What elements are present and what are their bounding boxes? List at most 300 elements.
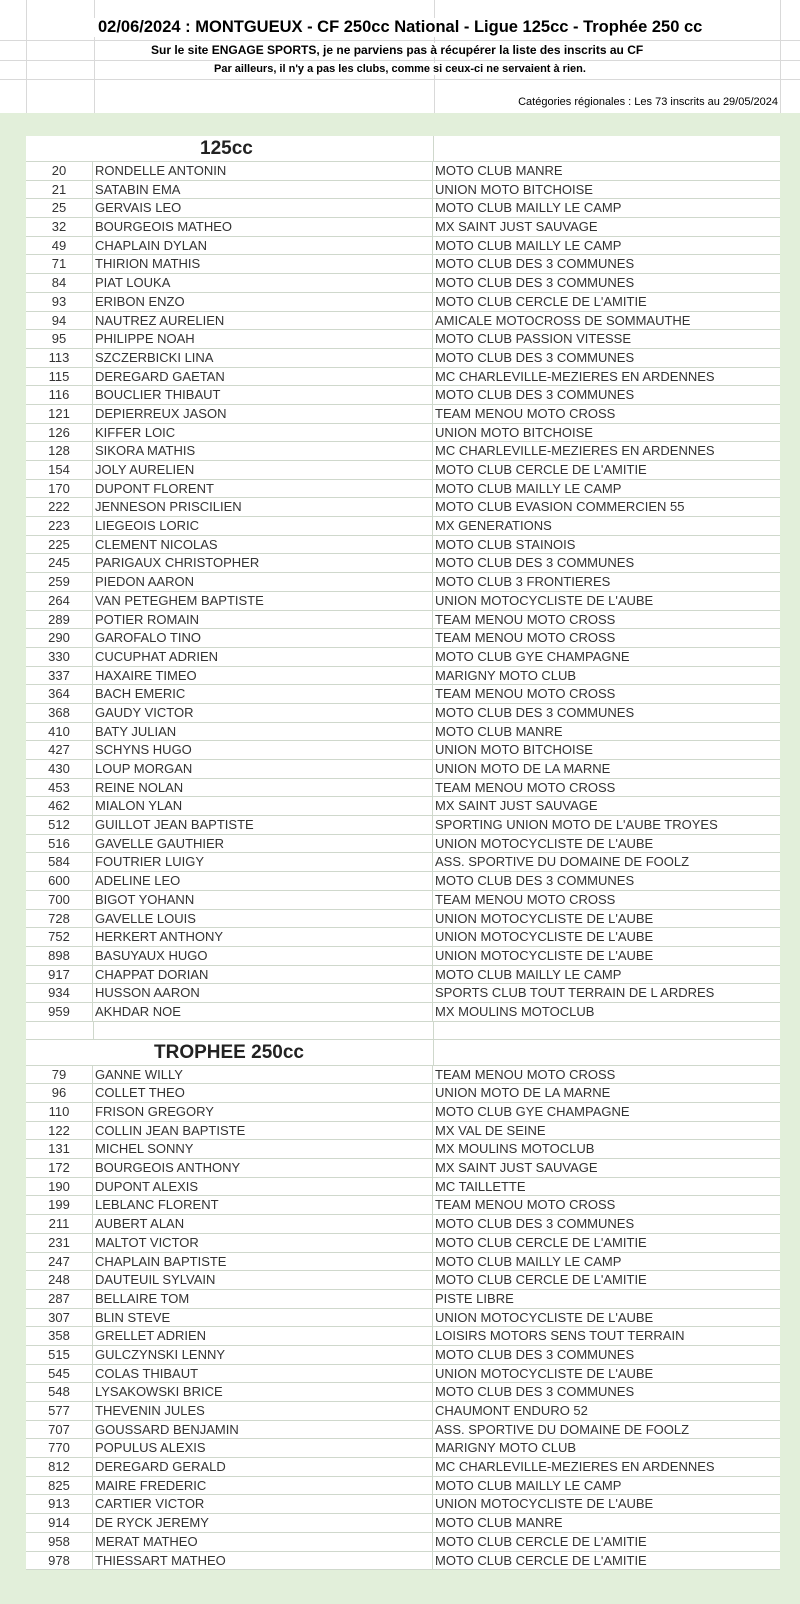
rider-name: BOURGEOIS MATHEO — [93, 218, 433, 236]
rider-number: 600 — [26, 872, 93, 890]
rider-name: LOUP MORGAN — [93, 760, 433, 778]
table-row — [26, 237, 780, 256]
table-row — [26, 1253, 780, 1272]
rider-name: GAVELLE LOUIS — [93, 910, 433, 928]
table-row — [26, 312, 780, 331]
rider-name: CLEMENT NICOLAS — [93, 536, 433, 554]
rider-club: MOTO CLUB DES 3 COMMUNES — [435, 555, 635, 571]
rider-name: BLIN STEVE — [93, 1309, 433, 1327]
rider-name: GRELLET ADRIEN — [93, 1327, 433, 1345]
rider-club: MARIGNY MOTO CLUB — [435, 1440, 577, 1456]
rider-name: POPULUS ALEXIS — [93, 1439, 433, 1457]
rider-name: GANNE WILLY — [93, 1066, 433, 1084]
rider-name: PIAT LOUKA — [93, 274, 433, 292]
rider-number: 410 — [26, 723, 93, 741]
rider-number: 21 — [26, 181, 93, 199]
rider-name: BASUYAUX HUGO — [93, 947, 433, 965]
table-row — [26, 1421, 780, 1440]
rider-club: MC TAILLETTE — [435, 1178, 526, 1194]
table-row — [26, 1327, 780, 1346]
header-note-1: Sur le site ENGAGE SPORTS, je ne parviens pas à récupérer la liste des inscrits au CF — [147, 43, 647, 57]
rider-number: 913 — [26, 1495, 93, 1513]
table-row — [26, 984, 780, 1003]
rider-number: 110 — [26, 1103, 93, 1121]
rider-number: 116 — [26, 386, 93, 404]
table-row — [26, 274, 780, 293]
table-row — [26, 1514, 780, 1533]
rider-number: 427 — [26, 741, 93, 759]
section-title: 125cc — [200, 138, 253, 159]
rider-number: 584 — [26, 853, 93, 871]
rider-name: DUPONT FLORENT — [93, 480, 433, 498]
rider-club: MOTO CLUB DES 3 COMMUNES — [435, 704, 635, 720]
rider-club: MOTO CLUB DES 3 COMMUNES — [435, 275, 635, 291]
rider-club: MOTO CLUB DES 3 COMMUNES — [435, 1216, 635, 1232]
rider-club: ASS. SPORTIVE DU DOMAINE DE FOOLZ — [435, 1421, 690, 1437]
table-row — [26, 816, 780, 835]
rider-number: 358 — [26, 1327, 93, 1345]
rider-club: UNION MOTO DE LA MARNE — [435, 1085, 611, 1101]
rider-club: MOTO CLUB MANRE — [435, 163, 563, 178]
rider-name: THEVENIN JULES — [93, 1402, 433, 1420]
rider-number: 700 — [26, 891, 93, 909]
table-row — [26, 1383, 780, 1402]
rider-club: TEAM MENOU MOTO CROSS — [435, 405, 616, 421]
rider-name: FRISON GREGORY — [93, 1103, 433, 1121]
rider-club: UNION MOTOCYCLISTE DE L'AUBE — [435, 835, 654, 851]
table-row — [26, 480, 780, 499]
rider-club: MOTO CLUB CERCLE DE L'AMITIE — [435, 462, 647, 477]
rider-club: TEAM MENOU MOTO CROSS — [435, 1066, 616, 1082]
table-row — [26, 704, 780, 723]
table-row — [26, 162, 780, 181]
rider-number: 94 — [26, 312, 93, 330]
rider-number: 307 — [26, 1309, 93, 1327]
rider-name: BOURGEOIS ANTHONY — [93, 1159, 433, 1177]
rider-number: 289 — [26, 611, 93, 629]
rider-name: MERAT MATHEO — [93, 1533, 433, 1551]
table-row — [26, 835, 780, 854]
table-row — [26, 1495, 780, 1514]
table-row — [26, 1003, 780, 1022]
rider-name: LEBLANC FLORENT — [93, 1196, 433, 1214]
rider-number: 728 — [26, 910, 93, 928]
rider-name: PHILIPPE NOAH — [93, 330, 433, 348]
rider-number: 231 — [26, 1234, 93, 1252]
rider-number: 825 — [26, 1477, 93, 1495]
table-row — [26, 1234, 780, 1253]
rider-club: MOTO CLUB DES 3 COMMUNES — [435, 1384, 635, 1400]
rider-club: MX MOULINS MOTOCLUB — [435, 1003, 595, 1019]
rider-club: MC CHARLEVILLE-MEZIERES EN ARDENNES — [435, 1459, 715, 1475]
rider-name: DE RYCK JEREMY — [93, 1514, 433, 1532]
rider-name: MICHEL SONNY — [93, 1140, 433, 1158]
rider-club: MX SAINT JUST SAUVAGE — [435, 219, 598, 235]
table-row — [26, 966, 780, 985]
rider-name: ADELINE LEO — [93, 872, 433, 890]
rider-name: CHAPPAT DORIAN — [93, 966, 433, 984]
rider-club: UNION MOTO BITCHOISE — [435, 181, 593, 197]
rider-number: 934 — [26, 984, 93, 1002]
rider-number: 93 — [26, 293, 93, 311]
rider-number: 548 — [26, 1383, 93, 1401]
rider-club: MOTO CLUB MANRE — [435, 723, 563, 739]
rider-club: UNION MOTOCYCLISTE DE L'AUBE — [435, 947, 654, 963]
rider-club: CHAUMONT ENDURO 52 — [435, 1403, 588, 1418]
rider-number: 115 — [26, 368, 93, 386]
rider-number: 128 — [26, 442, 93, 460]
entries-table — [26, 136, 780, 1570]
table-row — [26, 293, 780, 312]
rider-name: GAVELLE GAUTHIER — [93, 835, 433, 853]
rider-number: 707 — [26, 1421, 93, 1439]
table-row — [26, 1122, 780, 1141]
rider-club: MOTO CLUB STAINOIS — [435, 536, 576, 552]
table-row — [26, 554, 780, 573]
table-row — [26, 1271, 780, 1290]
rider-name: BOUCLIER THIBAUT — [93, 386, 433, 404]
rider-number: 264 — [26, 592, 93, 610]
table-row — [26, 517, 780, 536]
rider-number: 225 — [26, 536, 93, 554]
table-row — [26, 872, 780, 891]
table-row — [26, 1309, 780, 1328]
table-row — [26, 1196, 780, 1215]
table-row — [26, 573, 780, 592]
rider-number: 453 — [26, 779, 93, 797]
rider-number: 154 — [26, 461, 93, 479]
rider-name: CARTIER VICTOR — [93, 1495, 433, 1513]
rider-club: MX SAINT JUST SAUVAGE — [435, 1160, 598, 1176]
rider-number: 223 — [26, 517, 93, 535]
page-title: 02/06/2024 : MONTGUEUX - CF 250cc National - Ligue 125cc - Trophée 250 cc — [92, 18, 708, 37]
rider-club: TEAM MENOU MOTO CROSS — [435, 779, 616, 795]
table-row — [26, 1365, 780, 1384]
rider-name: SZCZERBICKI LINA — [93, 349, 433, 367]
table-row — [26, 181, 780, 200]
rider-number: 330 — [26, 648, 93, 666]
table-row — [26, 797, 780, 816]
rider-club: UNION MOTOCYCLISTE DE L'AUBE — [435, 929, 654, 945]
rider-name: CHAPLAIN DYLAN — [93, 237, 433, 255]
rider-number: 79 — [26, 1066, 93, 1084]
table-row — [26, 199, 780, 218]
rider-name: PARIGAUX CHRISTOPHER — [93, 554, 433, 572]
rider-number: 172 — [26, 1159, 93, 1177]
table-row — [26, 853, 780, 872]
rider-name: JENNESON PRISCILIEN — [93, 498, 433, 516]
rider-name: CUCUPHAT ADRIEN — [93, 648, 433, 666]
table-row — [26, 611, 780, 630]
rider-name: SCHYNS HUGO — [93, 741, 433, 759]
rider-club: MOTO CLUB DES 3 COMMUNES — [435, 387, 635, 403]
rider-name: SIKORA MATHIS — [93, 442, 433, 460]
rider-number: 25 — [26, 199, 93, 217]
rider-name: FOUTRIER LUIGY — [93, 853, 433, 871]
table-row — [26, 1159, 780, 1178]
rider-name: PIEDON AARON — [93, 573, 433, 591]
rider-club: MOTO CLUB DES 3 COMMUNES — [435, 1346, 635, 1362]
table-row — [26, 349, 780, 368]
rider-club: TEAM MENOU MOTO CROSS — [435, 611, 616, 627]
rider-number: 20 — [26, 162, 93, 180]
rider-number: 898 — [26, 947, 93, 965]
rider-club: MARIGNY MOTO CLUB — [435, 667, 577, 683]
table-row — [26, 592, 780, 611]
rider-number: 126 — [26, 424, 93, 442]
table-row — [26, 442, 780, 461]
rider-name: COLLET THEO — [93, 1084, 433, 1102]
table-row — [26, 629, 780, 648]
table-row — [26, 1178, 780, 1197]
table-row — [26, 536, 780, 555]
table-row — [26, 1066, 780, 1085]
rider-name: DEREGARD GERALD — [93, 1458, 433, 1476]
table-row — [26, 760, 780, 779]
rider-club: MOTO CLUB CERCLE DE L'AMITIE — [435, 1272, 647, 1288]
table-row — [26, 685, 780, 704]
table-row — [26, 928, 780, 947]
rider-club: MOTO CLUB MAILLY LE CAMP — [435, 237, 622, 253]
rider-name: DAUTEUIL SYLVAIN — [93, 1271, 433, 1289]
rider-club: MOTO CLUB MAILLY LE CAMP — [435, 1477, 622, 1493]
rider-number: 131 — [26, 1140, 93, 1158]
rider-club: UNION MOTOCYCLISTE DE L'AUBE — [435, 1365, 654, 1381]
rider-club: UNION MOTO BITCHOISE — [435, 742, 593, 758]
rider-name: ERIBON ENZO — [93, 293, 433, 311]
table-row — [26, 1140, 780, 1159]
table-row — [26, 1346, 780, 1365]
blank-row — [26, 1022, 780, 1040]
rider-number: 978 — [26, 1552, 93, 1570]
rider-club: MC CHARLEVILLE-MEZIERES EN ARDENNES — [435, 443, 715, 459]
rider-club: MOTO CLUB DES 3 COMMUNES — [435, 873, 635, 889]
rider-club: MOTO CLUB GYE CHAMPAGNE — [435, 1104, 630, 1119]
rider-number: 917 — [26, 966, 93, 984]
rider-number: 959 — [26, 1003, 93, 1021]
rider-number: 84 — [26, 274, 93, 292]
rider-club: SPORTING UNION MOTO DE L'AUBE TROYES — [435, 817, 718, 833]
rider-name: MALTOT VICTOR — [93, 1234, 433, 1252]
rider-name: GAUDY VICTOR — [93, 704, 433, 722]
rider-club: MOTO CLUB EVASION COMMERCIEN 55 — [435, 499, 685, 515]
table-row — [26, 1439, 780, 1458]
rider-club: UNION MOTOCYCLISTE DE L'AUBE — [435, 910, 654, 926]
rider-number: 121 — [26, 405, 93, 423]
rider-club: MOTO CLUB MAILLY LE CAMP — [435, 966, 622, 982]
rider-number: 430 — [26, 760, 93, 778]
rider-name: JOLY AURELIEN — [93, 461, 433, 479]
rider-name: THIRION MATHIS — [93, 255, 433, 273]
rider-number: 170 — [26, 480, 93, 498]
rider-club: MX VAL DE SEINE — [435, 1122, 546, 1138]
table-row — [26, 498, 780, 517]
rider-name: CHAPLAIN BAPTISTE — [93, 1253, 433, 1271]
rider-club: UNION MOTOCYCLISTE DE L'AUBE — [435, 1309, 654, 1325]
rider-name: AKHDAR NOE — [93, 1003, 433, 1021]
table-row — [26, 891, 780, 910]
rider-name: HERKERT ANTHONY — [93, 928, 433, 946]
rider-name: MAIRE FREDERIC — [93, 1477, 433, 1495]
rider-number: 337 — [26, 667, 93, 685]
table-row — [26, 723, 780, 742]
rider-club: MOTO CLUB CERCLE DE L'AMITIE — [435, 1552, 647, 1568]
table-row — [26, 910, 780, 929]
rider-name: GUILLOT JEAN BAPTISTE — [93, 816, 433, 834]
table-row — [26, 1458, 780, 1477]
rider-name: GULCZYNSKI LENNY — [93, 1346, 433, 1364]
rider-number: 364 — [26, 685, 93, 703]
rider-club: MOTO CLUB MANRE — [435, 1515, 563, 1531]
rider-club: MOTO CLUB MAILLY LE CAMP — [435, 1253, 622, 1269]
rider-number: 914 — [26, 1514, 93, 1532]
rider-name: LIEGEOIS LORIC — [93, 517, 433, 535]
rider-name: NAUTREZ AURELIEN — [93, 312, 433, 330]
rider-number: 752 — [26, 928, 93, 946]
table-row — [26, 255, 780, 274]
rider-name: BIGOT YOHANN — [93, 891, 433, 909]
table-row — [26, 1290, 780, 1309]
rider-name: GOUSSARD BENJAMIN — [93, 1421, 433, 1439]
rider-name: BATY JULIAN — [93, 723, 433, 741]
table-row — [26, 1533, 780, 1552]
rider-club: LOISIRS MOTORS SENS TOUT TERRAIN — [435, 1328, 685, 1344]
rider-club: SPORTS CLUB TOUT TERRAIN DE L ARDRES — [435, 985, 715, 1001]
table-row — [26, 218, 780, 237]
rider-name: POTIER ROMAIN — [93, 611, 433, 629]
rider-club: MC CHARLEVILLE-MEZIERES EN ARDENNES — [435, 368, 715, 384]
table-row — [26, 1552, 780, 1571]
rider-name: BACH EMERIC — [93, 685, 433, 703]
rider-club: MOTO CLUB GYE CHAMPAGNE — [435, 648, 630, 664]
rider-number: 290 — [26, 629, 93, 647]
table-row — [26, 1215, 780, 1234]
rider-club: MOTO CLUB DES 3 COMMUNES — [435, 349, 635, 365]
rider-name: BELLAIRE TOM — [93, 1290, 433, 1308]
rider-club: TEAM MENOU MOTO CROSS — [435, 630, 616, 646]
rider-club: MOTO CLUB CERCLE DE L'AMITIE — [435, 293, 647, 309]
rider-name: LYSAKOWSKI BRICE — [93, 1383, 433, 1401]
rider-club: MOTO CLUB 3 FRONTIERES — [435, 574, 611, 590]
rider-club: MOTO CLUB MAILLY LE CAMP — [435, 200, 622, 216]
table-row — [26, 330, 780, 349]
rider-name: COLLIN JEAN BAPTISTE — [93, 1122, 433, 1140]
rider-number: 248 — [26, 1271, 93, 1289]
rider-number: 287 — [26, 1290, 93, 1308]
rider-number: 199 — [26, 1196, 93, 1214]
table-row — [26, 648, 780, 667]
rider-name: HAXAIRE TIMEO — [93, 667, 433, 685]
rider-number: 96 — [26, 1084, 93, 1102]
table-row — [26, 386, 780, 405]
table-row — [26, 779, 780, 798]
table-row — [26, 1402, 780, 1421]
table-row — [26, 368, 780, 387]
rider-club: AMICALE MOTOCROSS DE SOMMAUTHE — [435, 312, 691, 328]
rider-number: 190 — [26, 1178, 93, 1196]
rider-club: UNION MOTO DE LA MARNE — [435, 761, 611, 776]
rider-name: AUBERT ALAN — [93, 1215, 433, 1233]
rider-club: TEAM MENOU MOTO CROSS — [435, 1197, 616, 1213]
rider-club: ASS. SPORTIVE DU DOMAINE DE FOOLZ — [435, 854, 690, 870]
rider-number: 812 — [26, 1458, 93, 1476]
rider-number: 958 — [26, 1533, 93, 1551]
table-row — [26, 1103, 780, 1122]
rider-number: 462 — [26, 797, 93, 815]
rider-name: DUPONT ALEXIS — [93, 1178, 433, 1196]
rider-name: DEPIERREUX JASON — [93, 405, 433, 423]
rider-number: 71 — [26, 255, 93, 273]
rider-number: 95 — [26, 330, 93, 348]
rider-name: REINE NOLAN — [93, 779, 433, 797]
rider-number: 545 — [26, 1365, 93, 1383]
rider-name: DEREGARD GAETAN — [93, 368, 433, 386]
registration-summary: Catégories régionales : Les 73 inscrits au 29/05/2024 — [518, 96, 778, 108]
rider-name: MIALON YLAN — [93, 797, 433, 815]
rider-number: 245 — [26, 554, 93, 572]
rider-club: MX SAINT JUST SAUVAGE — [435, 798, 598, 814]
rider-number: 211 — [26, 1215, 93, 1233]
rider-name: HUSSON AARON — [93, 984, 433, 1002]
rider-name: GAROFALO TINO — [93, 629, 433, 647]
rider-number: 49 — [26, 237, 93, 255]
rider-number: 515 — [26, 1346, 93, 1364]
rider-club: UNION MOTOCYCLISTE DE L'AUBE — [435, 592, 654, 608]
rider-club: UNION MOTOCYCLISTE DE L'AUBE — [435, 1496, 654, 1512]
rider-name: GERVAIS LEO — [93, 199, 433, 217]
section-header — [26, 1040, 780, 1066]
rider-club: MOTO CLUB PASSION VITESSE — [435, 331, 632, 347]
table-row — [26, 667, 780, 686]
rider-number: 770 — [26, 1439, 93, 1457]
rider-club: TEAM MENOU MOTO CROSS — [435, 686, 616, 702]
rider-number: 222 — [26, 498, 93, 516]
rider-number: 577 — [26, 1402, 93, 1420]
rider-name: THIESSART MATHEO — [93, 1552, 433, 1570]
rider-club: UNION MOTO BITCHOISE — [435, 424, 593, 440]
rider-number: 512 — [26, 816, 93, 834]
rider-name: KIFFER LOIC — [93, 424, 433, 442]
table-row — [26, 947, 780, 966]
rider-name: VAN PETEGHEM BAPTISTE — [93, 592, 433, 610]
rider-number: 113 — [26, 349, 93, 367]
table-row — [26, 1084, 780, 1103]
rider-number: 368 — [26, 704, 93, 722]
header-note-2: Par ailleurs, il n'y a pas les clubs, comme si ceux-ci ne servaient à rien. — [210, 63, 590, 75]
rider-club: TEAM MENOU MOTO CROSS — [435, 891, 616, 907]
table-row — [26, 741, 780, 760]
section-header — [26, 136, 780, 162]
rider-name: COLAS THIBAUT — [93, 1365, 433, 1383]
rider-number: 516 — [26, 835, 93, 853]
rider-club: PISTE LIBRE — [435, 1290, 514, 1306]
rider-number: 247 — [26, 1253, 93, 1271]
rider-name: SATABIN EMA — [93, 181, 433, 199]
rider-number: 259 — [26, 573, 93, 591]
section-title: TROPHEE 250cc — [154, 1041, 304, 1063]
rider-club: MOTO CLUB MAILLY LE CAMP — [435, 480, 622, 496]
rider-name: RONDELLE ANTONIN — [93, 162, 433, 180]
rider-club: MX MOULINS MOTOCLUB — [435, 1141, 595, 1157]
table-row — [26, 1477, 780, 1496]
rider-number: 32 — [26, 218, 93, 236]
table-row — [26, 405, 780, 424]
rider-club: MOTO CLUB CERCLE DE L'AMITIE — [435, 1234, 647, 1250]
rider-club: MX GENERATIONS — [435, 518, 552, 534]
rider-number: 122 — [26, 1122, 93, 1140]
table-row — [26, 461, 780, 480]
rider-club: MOTO CLUB CERCLE DE L'AMITIE — [435, 1533, 647, 1549]
